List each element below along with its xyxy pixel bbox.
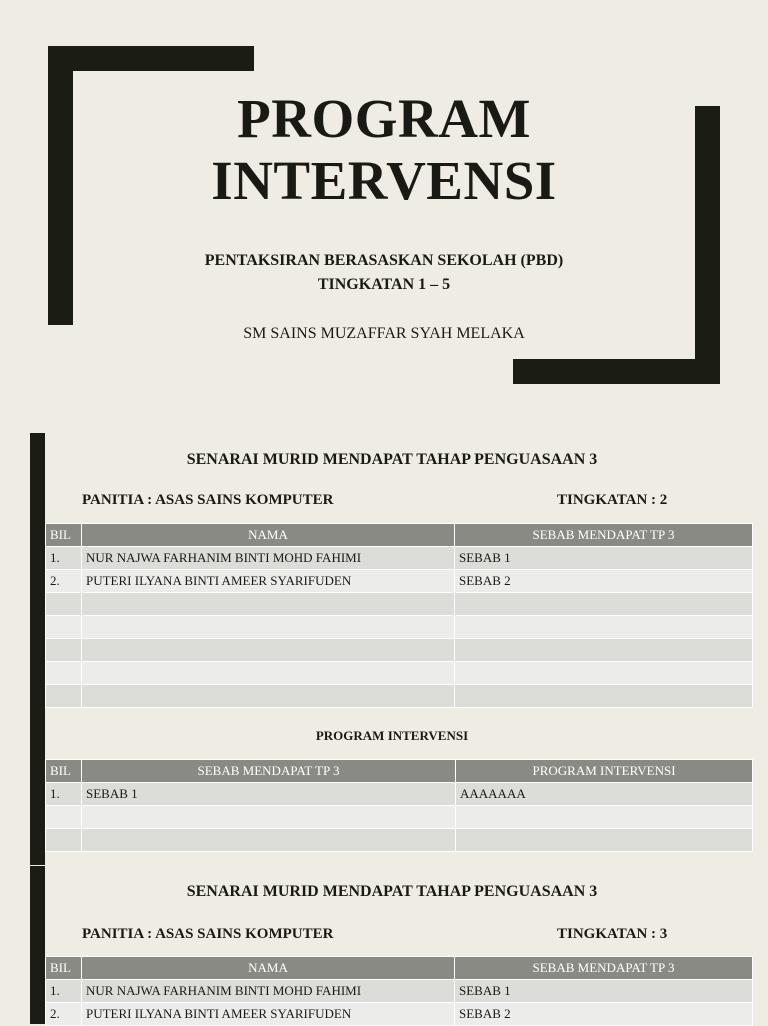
- cell-nama: [82, 593, 455, 616]
- school-name: SM SAINS MUZAFFAR SYAH MELAKA: [243, 325, 525, 342]
- table-row: [46, 570, 753, 593]
- title-line-1: PROGRAM: [237, 88, 531, 149]
- cell-sebab: SEBAB 2: [455, 570, 753, 593]
- column-header-program: PROGRAM INTERVENSI: [456, 760, 753, 783]
- panitia-label: PANITIA : ASAS SAINS KOMPUTER: [82, 492, 334, 508]
- cell-sebab: SEBAB 1: [455, 980, 753, 1003]
- column-header-nama: NAMA: [82, 524, 455, 547]
- cell-sebab: [455, 616, 753, 639]
- column-header-bil: BIL: [46, 760, 82, 783]
- cell-bil: [46, 685, 82, 708]
- table-header-row: [46, 760, 753, 783]
- table-row: [46, 639, 753, 662]
- table-header-row: [46, 957, 753, 980]
- table-row: [46, 662, 753, 685]
- table-row: [46, 685, 753, 708]
- cell-nama: [82, 639, 455, 662]
- cell-nama: PUTERI ILYANA BINTI AMEER SYARIFUDEN: [82, 1003, 455, 1026]
- table-row: [46, 783, 753, 806]
- table-row: [46, 593, 753, 616]
- table-row: [46, 829, 753, 852]
- intervention-table: [45, 759, 753, 852]
- subtitle-line-1: PENTAKSIRAN BERASASKAN SEKOLAH (PBD): [204, 252, 564, 269]
- tingkatan-label: TINGKATAN : 2: [557, 492, 668, 508]
- panel-tingkatan-3: [0, 866, 768, 1024]
- column-header-nama: NAMA: [82, 957, 455, 980]
- cell-bil: [46, 829, 82, 852]
- cell-bil: [46, 616, 82, 639]
- cell-nama: NUR NAJWA FARHANIM BINTI MOHD FAHIMI: [82, 980, 455, 1003]
- cell-nama: [82, 662, 455, 685]
- column-header-sebab: SEBAB MENDAPAT TP 3: [455, 524, 753, 547]
- cell-bil: [46, 639, 82, 662]
- cell-sebab: [455, 639, 753, 662]
- cell-sebab: [82, 829, 456, 852]
- cell-program: AAAAAAA: [456, 783, 753, 806]
- panel-heading: SENARAI MURID MENDAPAT TAHAP PENGUASAAN 3: [186, 451, 598, 468]
- cell-sebab: [455, 662, 753, 685]
- cell-sebab: [455, 593, 753, 616]
- cell-bil: 2.: [46, 1003, 82, 1026]
- page-title: [0, 88, 768, 212]
- cell-sebab: SEBAB 2: [455, 1003, 753, 1026]
- column-header-bil: BIL: [46, 957, 82, 980]
- cell-nama: NUR NAJWA FARHANIM BINTI MOHD FAHIMI: [82, 547, 455, 570]
- cell-sebab: [82, 806, 456, 829]
- cell-sebab: SEBAB 1: [82, 783, 456, 806]
- table-row: [46, 1003, 753, 1026]
- table-row: [46, 616, 753, 639]
- column-header-sebab: SEBAB MENDAPAT TP 3: [82, 760, 456, 783]
- table-row: [46, 547, 753, 570]
- table-row: [46, 980, 753, 1003]
- cell-bil: [46, 593, 82, 616]
- panel-accent-bar: [30, 433, 45, 865]
- title-slide: [0, 0, 768, 432]
- cell-program: [456, 806, 753, 829]
- cell-bil: [46, 662, 82, 685]
- column-header-sebab: SEBAB MENDAPAT TP 3: [455, 957, 753, 980]
- column-header-bil: BIL: [46, 524, 82, 547]
- cell-program: [456, 829, 753, 852]
- cell-sebab: SEBAB 1: [455, 547, 753, 570]
- panel-heading: SENARAI MURID MENDAPAT TAHAP PENGUASAAN 3: [186, 883, 598, 900]
- cell-bil: 1.: [46, 980, 82, 1003]
- cell-nama: PUTERI ILYANA BINTI AMEER SYARIFUDEN: [82, 570, 455, 593]
- panel-accent-bar: [30, 866, 45, 1024]
- cell-nama: [82, 616, 455, 639]
- cell-bil: 2.: [46, 570, 82, 593]
- cell-bil: 1.: [46, 547, 82, 570]
- cell-nama: [82, 685, 455, 708]
- title-line-2: INTERVENSI: [211, 150, 557, 211]
- table-row: [46, 806, 753, 829]
- subtitle-line-2: TINGKATAN 1 – 5: [317, 276, 451, 293]
- table-header-row: [46, 524, 753, 547]
- cell-sebab: [455, 685, 753, 708]
- students-table: [45, 523, 753, 708]
- panitia-label: PANITIA : ASAS SAINS KOMPUTER: [82, 926, 334, 942]
- tingkatan-label: TINGKATAN : 3: [557, 926, 668, 942]
- cell-bil: 1.: [46, 783, 82, 806]
- cell-bil: [46, 806, 82, 829]
- frame-top-left-horizontal: [48, 46, 254, 71]
- intervention-heading: PROGRAM INTERVENSI: [315, 728, 469, 743]
- frame-bottom-right-horizontal: [513, 359, 720, 384]
- panel-tingkatan-2: [0, 432, 768, 866]
- students-table: [45, 956, 753, 1026]
